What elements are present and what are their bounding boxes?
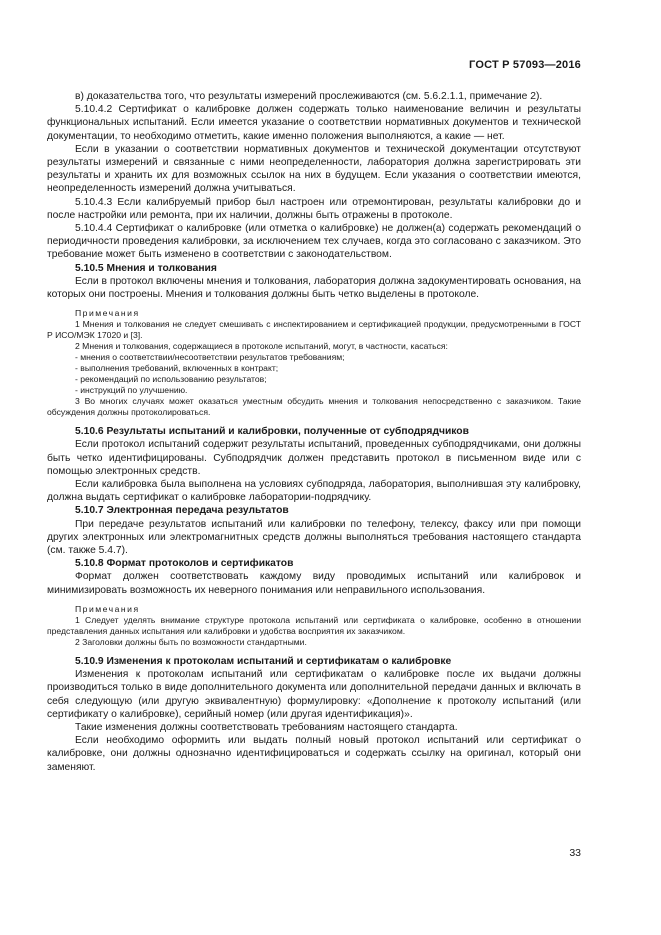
paragraph: Такие изменения должны соответствовать требованиям настоящего стандарта. (75, 721, 458, 733)
note-list-item: - рекомендаций по использованию результатов; (75, 374, 267, 385)
document-id: ГОСТ Р 57093—2016 (469, 59, 581, 71)
note-item: 3 Во многих случаях может оказаться уместным обсудить мнения и толкования непосредственно с заказчиком. Такие обсуждения должны протоколироваться. (47, 396, 581, 418)
paragraph: Если в протокол включены мнения и толкования, лаборатория должна задокументировать основания, на которых они построены. Мнения и толкования должны быть четко выделены в протоколе. (47, 275, 581, 301)
paragraph: 5.10.4.3 Если калибруемый прибор был настроен или отремонтирован, результаты калибровки до и после настройки или ремонта, при их наличии, должны быть отражены в протоколе. (47, 196, 581, 221)
paragraph: Формат должен соответствовать каждому виду проводимых испытаний или калибровок и минимизировать возможность их неверного понимания или неправильного использования. (47, 571, 581, 596)
note-list-item: - мнения о соответствии/несоответствии результатов требованиям; (75, 352, 345, 363)
notes-block (47, 308, 581, 418)
note-item: 1 Следует уделять внимание структуре протокола испытаний или сертификата о калибровке, особенно в отношении представления данных испытания или калибровки и удобства восприятия их заказчиком. (47, 614, 581, 636)
note-list-item: - инструкций по улучшению. (75, 385, 188, 396)
paragraph: Если калибровка была выполнена на условиях субподряда, лаборатория, выполнившая эту калибровку, должна выдать сертификат о калибровке лаборатории-подрядчику. (47, 479, 581, 504)
page-content (47, 90, 581, 774)
notes-title: Примечания (75, 603, 140, 614)
paragraph: При передаче результатов испытаний или калибровки по телефону, телексу, факсу или при помощи других электронных или электромагнитных средств должны выполняться требования настоящего стандарта (см. также 5.4.7). (47, 518, 581, 557)
note-item: 1 Мнения и толкования не следует смешивать с инспектированием и сертификацией продукции, предусмотренными в ГОСТ Р ИСО/МЭК 17020 и [3]. (47, 319, 581, 341)
notes-title: Примечания (75, 308, 140, 319)
paragraph: в) доказательства того, что результаты измерений прослеживаются (см. 5.6.2.1.1, примечание 2). (75, 91, 543, 102)
section-heading: 5.10.9 Изменения к протоколам испытаний и сертификатам о калибровке (75, 655, 452, 667)
section-heading: 5.10.7 Электронная передача результатов (75, 505, 289, 517)
section-heading: 5.10.5 Мнения и толкования (75, 262, 217, 274)
note-item: 2 Мнения и толкования, содержащиеся в протоколе испытаний, могут, в частности, касаться: (75, 341, 448, 352)
section-heading: 5.10.6 Результаты испытаний и калибровки, полученные от субподрядчиков (75, 426, 469, 438)
paragraph: Если протокол испытаний содержит результаты испытаний, проведенных субподрядчиками, они должны быть четко идентифицированы. Субподрядчик должен представить протокол в письменном виде или с помощью электронных средств. (47, 439, 581, 477)
page-number: 33 (569, 847, 581, 859)
paragraph: Если в указании о соответствии нормативных документов и технической документации отсутствуют результаты измерений и связанные с ними неопределенности, лаборатория должна зарегистрировать эти результаты и хранить их для возможных ссылок на них в будущем. Если указания о соответствии имеются, неопределенность измерений должна учитываться. (47, 143, 581, 195)
note-item: 2 Заголовки должны быть по возможности стандартными. (75, 636, 307, 647)
paragraph: Изменения к протоколам испытаний или сертификатам о калибровке после их выдачи должны производиться только в виде дополнительного документа или дополнительной передачи данных и включать в себя следующую (или другую эквивалентную) формулировку: «Дополнение к протоколу испытаний (или сертификату о калибровке), серийный номер (или другая идентификация)». (47, 669, 581, 720)
paragraph: 5.10.4.4 Сертификат о калибровке (или отметка о калибровке) не должен(а) содержать рекомендаций о периодичности проведения калибровки, за исключением тех случаев, когда это согласовано с заказчиком. Это требование может быть изменено в соответствии с законодательством. (47, 223, 581, 261)
note-list-item: - выполнения требований, включенных в контракт; (75, 363, 279, 374)
paragraph: 5.10.4.2 Сертификат о калибровке должен содержать только наименование величин и результаты функциональных испытаний. Если имеется указание о соответствии нормативных документов и технической документации, то необходимо отметить, какие именно положения выполняются, а какие — нет. (47, 104, 581, 142)
section-heading: 5.10.8 Формат протоколов и сертификатов (75, 558, 294, 570)
paragraph: Если необходимо оформить или выдать полный новый протокол испытаний или сертификат о калибровке, они должны однозначно идентифицироваться и содержать ссылку на оригинал, который они заменяют. (47, 735, 581, 773)
notes-block (47, 604, 581, 648)
